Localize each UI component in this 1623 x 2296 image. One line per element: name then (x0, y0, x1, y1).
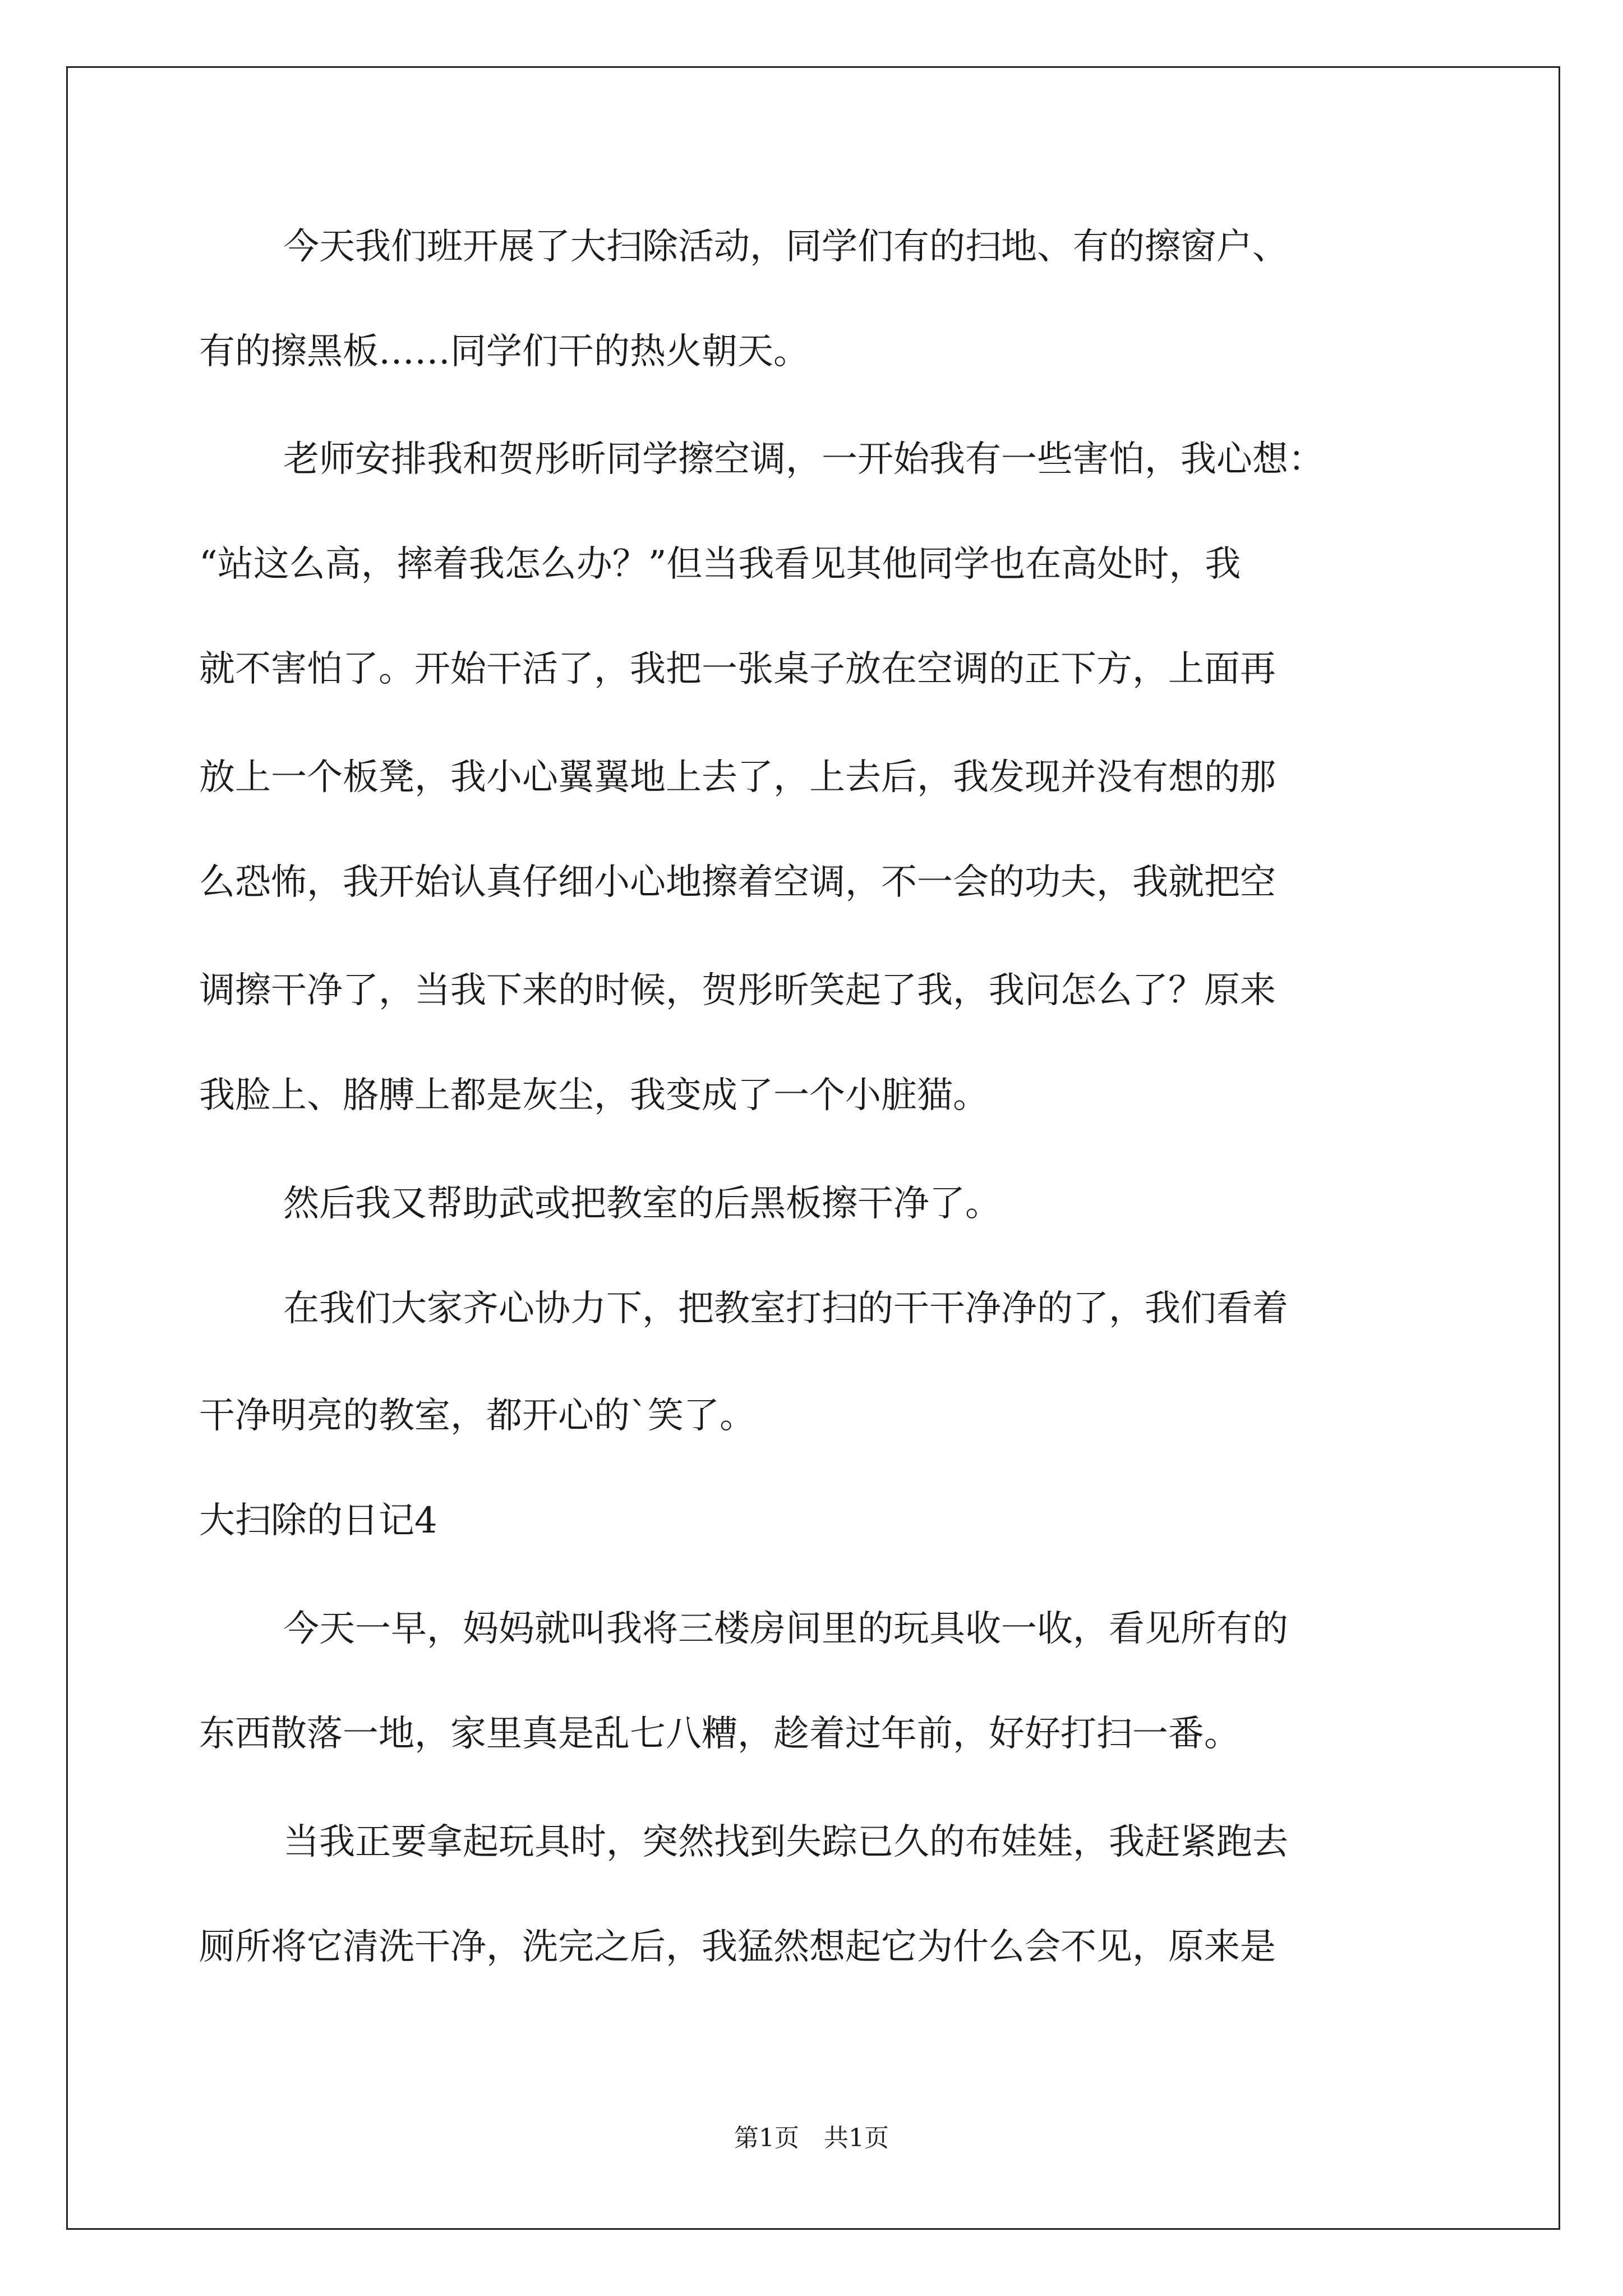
paragraph-2-line-2: “站这么高，摔着我怎么办？”但当我看见其他同学也在高处时，我 (199, 544, 1241, 585)
section-heading: 大扫除的日记4 (199, 1500, 437, 1542)
paragraph-2-line-1: 老师安排我和贺彤昕同学擦空调，一开始我有一些害怕，我心想： (283, 439, 1324, 480)
paragraph-5-line-2: 东西散落一地，家里真是乱七八糟，趁着过年前，好好打扫一番。 (199, 1713, 1240, 1755)
paragraph-3-line-1: 然后我又帮助武或把教室的后黑板擦干净了。 (283, 1183, 1001, 1225)
paragraph-6-line-2: 厕所将它清洗干净，洗完之后，我猛然想起它为什么会不见，原来是 (199, 1926, 1276, 1968)
paragraph-2-line-4: 放上一个板凳，我小心翼翼地上去了，上去后，我发现并没有想的那 (199, 757, 1276, 798)
paragraph-5-line-1: 今天一早，妈妈就叫我将三楼房间里的玩具收一收，看见所有的 (283, 1608, 1288, 1650)
paragraph-2-line-5: 么恐怖，我开始认真仔细小心地擦着空调，不一会的功夫，我就把空 (199, 862, 1276, 903)
paragraph-1-line-1: 今天我们班开展了大扫除活动，同学们有的扫地、有的擦窗户、 (283, 226, 1288, 268)
page-border (66, 66, 1560, 2230)
paragraph-2-line-7: 我脸上、胳膊上都是灰尘，我变成了一个小脏猫。 (199, 1075, 989, 1116)
paragraph-4-line-1: 在我们大家齐心协力下，把教室打扫的干干净净的了，我们看着 (283, 1288, 1288, 1329)
paragraph-6-line-1: 当我正要拿起玩具时，突然找到失踪已久的布娃娃，我赶紧跑去 (283, 1821, 1288, 1863)
paragraph-2-line-6: 调擦干净了，当我下来的时候，贺彤昕笑起了我，我问怎么了？原来 (199, 970, 1276, 1011)
page-number-footer: 第1页 共1页 (734, 2124, 889, 2152)
paragraph-4-line-2: 干净明亮的教室，都开心的`笑了。 (199, 1395, 755, 1437)
paragraph-1-line-2: 有的擦黑板……同学们干的热火朝天。 (199, 331, 809, 372)
paragraph-2-line-3: 就不害怕了。开始干活了，我把一张桌子放在空调的正下方，上面再 (199, 648, 1276, 690)
